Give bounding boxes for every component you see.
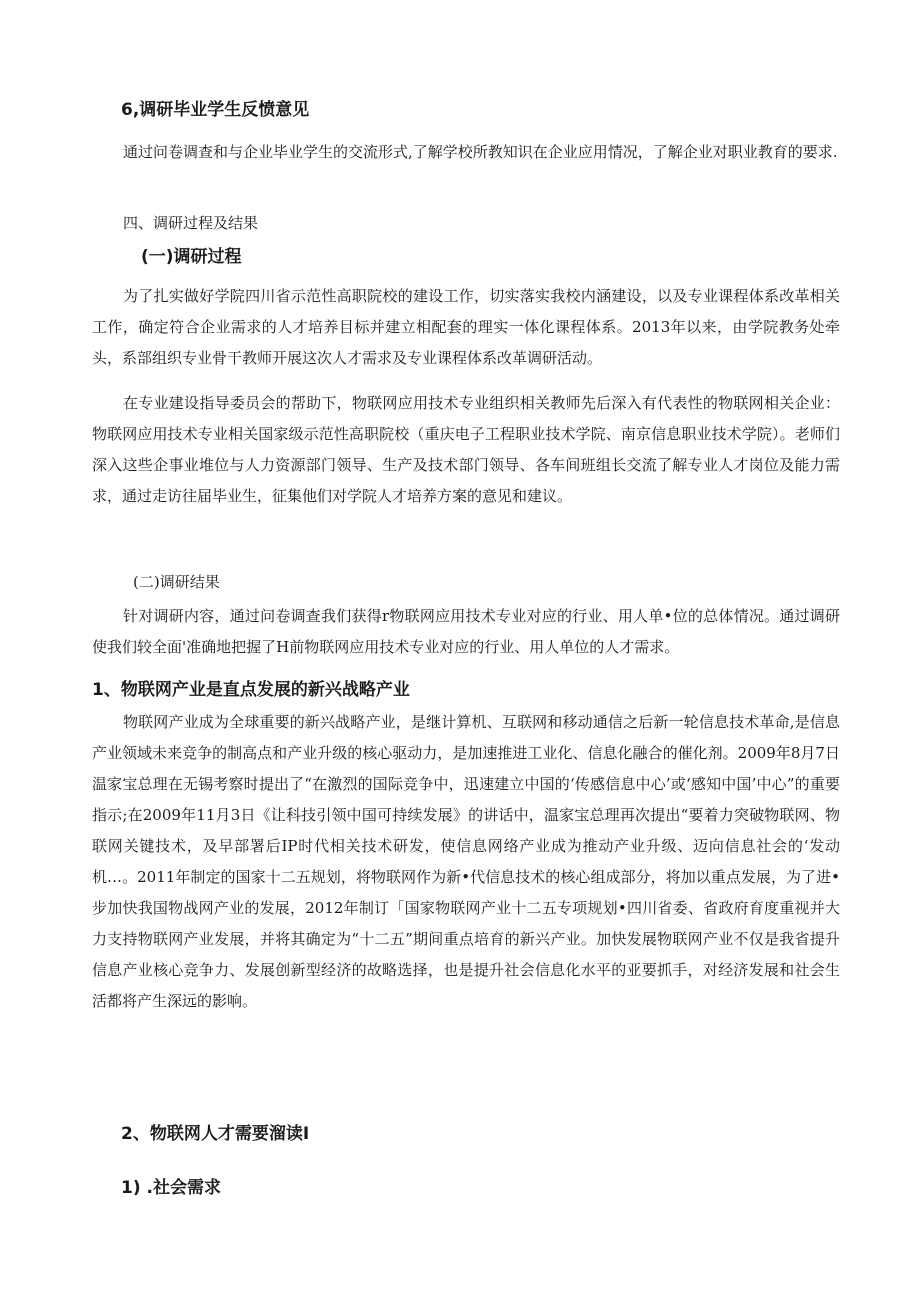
heading-section-four: 四、调研过程及结果 xyxy=(123,214,259,232)
heading-survey-feedback: 6,调研毕业学生反愤意见 xyxy=(121,100,310,120)
paragraph-process-1: 为了扎实做好学院四川省示范性高职院校的建设工作，切实落实我校内涵建设，以及专业课程体系改革相关工作，确定符合企业需求的人才培养目标并建立相配套的理实一体化课程体系。2013年以来，由学院教务处牵头，系部组织专业骨干教师开展这次人才需求及专业课程体系改革调研活动。 xyxy=(92,287,840,367)
heading-iot-industry: 1、物联网产业是直点发展的新兴战略产业 xyxy=(92,680,410,700)
heading-survey-result: (二)调研结果 xyxy=(133,573,220,591)
paragraph-iot-industry: 物联网产业成为全球重要的新兴战略产业，是继计算机、互联网和移动通信之后新一轮信息技术革命,是信息产业领域未来竞争的制高点和产业升级的核心驱动力，是加速推进工业化、信息化融合的催化剂。2009年8月7日温家宝总理在无锡考察时提出了“在激烈的国际竞争中，迅速建立中国的‘传感信息中心’或‘感知中国’中心”的重要指示;在2009年11月3日《让科技引领中国可持续发展》的讲话中，温家宝总理再次提出“要着力突破物联网、物联网关键技术，及早部署后IP时代相关技术研发，使信息网络产业成为推动产业升级、迈向信息社会的‘发动机…。2011年制定的国家十二五规划，将物联网作为新•代信息技术的核心组成部分，将加以重点发展，为了进•步加快我国物战网产业的发展，2012年制订「国家物联网产业十二五专项规划•四川省委、省政府育度重视并大力支持物联网产业发展，并将其确定为“十二五”期间重点培育的新兴产业。加快发展物联网产业不仅是我省提升信息产业核心竞争力、发展创新型经济的故略选择，也是提升社会信息化水平的亚要抓手，对经济发展和社会生活都将产生深远的影响。 xyxy=(92,713,840,1010)
heading-survey-process: (一)调研过程 xyxy=(141,247,242,267)
paragraph-result: 针对调研内容，通过问卷调查我们获得r物联网应用技术专业对应的行业、用人单•位的总体情况。通过调研使我们较全面'准确地把握了H前物联网应用技术专业对应的行业、用人单位的人才需求。 xyxy=(92,607,840,656)
heading-social-demand: 1) .社会需求 xyxy=(121,1178,221,1198)
paragraph-process-2: 在专业建设指导委员会的帮助下，物联网应用技术专业组织相关教师先后深入有代表性的物联网相关企业：物联网应用技术专业相关国家级示范性高职院校（重庆电子工程职业技术学院、南京信息职业技术学院）。老师们深入这些企事业堆位与人力资源部门领导、生产及技术部门领导、各车间班组长交流了解专业人才岗位及能力需求，通过走访往届毕业生，征集他们对学院人才培养方案的意见和建议。 xyxy=(92,394,840,505)
paragraph-feedback: 通过问卷调查和与企业毕业学生的交流形式,了解学校所教知识在企业应用情况，了解企业对职业教育的要求. xyxy=(123,143,838,161)
heading-iot-talent: 2、物联网人才需要溜读I xyxy=(121,1124,310,1144)
